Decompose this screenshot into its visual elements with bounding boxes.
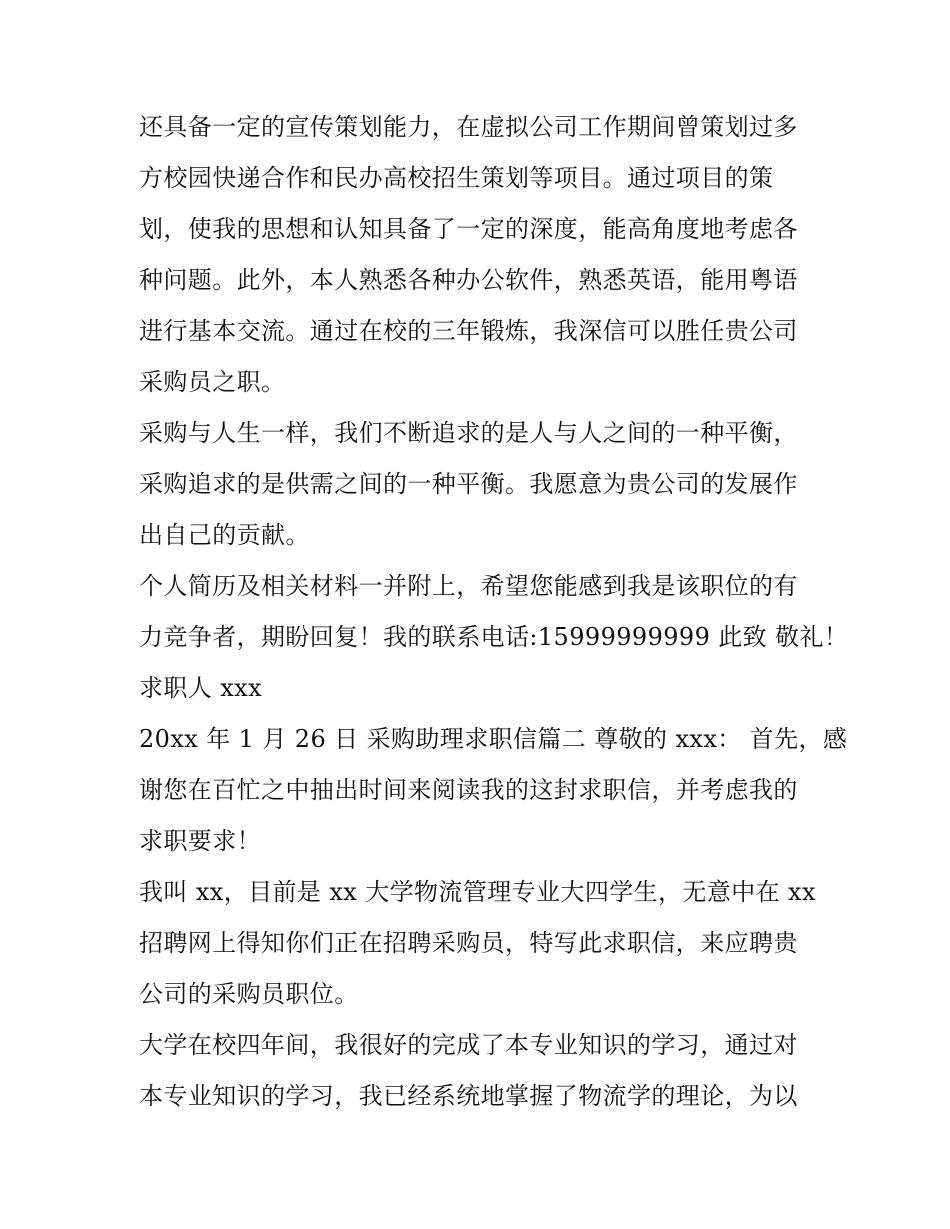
text-line: 公司的采购员职位。 <box>139 980 359 1008</box>
text-line: 求职要求！ <box>139 827 261 855</box>
text-line: 种问题。此外，本人熟悉各种办公软件，熟悉英语，能用粤语 <box>139 266 798 294</box>
text-line: 个人简历及相关材料一并附上，希望您能感到我是该职位的有 <box>139 572 798 600</box>
text-line: 还具备一定的宣传策划能力，在虚拟公司工作期间曾策划过多 <box>139 113 798 141</box>
paragraph-letter-two-opening <box>139 714 848 867</box>
text-line: 出自己的贡献。 <box>139 521 310 549</box>
text-line: 采购追求的是供需之间的一种平衡。我愿意为贵公司的发展作 <box>139 470 798 498</box>
text-line: 采购与人生一样，我们不断追求的是人与人之间的一种平衡， <box>139 419 798 447</box>
paragraph-studies <box>139 1020 819 1122</box>
paragraph-signature <box>139 663 819 714</box>
text-line: 进行基本交流。通过在校的三年锻炼，我深信可以胜任贵公司 <box>139 317 798 345</box>
text-line: 求职人 xxx <box>139 674 263 702</box>
text-line: 招聘网上得知你们正在招聘采购员，特写此求职信，来应聘贵 <box>139 929 798 957</box>
text-line: 划，使我的思想和认知具备了一定的深度，能高角度地考虑各 <box>139 215 798 243</box>
text-line: 采购员之职。 <box>139 368 286 396</box>
paragraph-skills <box>139 102 819 408</box>
text-line: 方校园快递合作和民办高校招生策划等项目。通过项目的策 <box>139 164 774 192</box>
text-line: 20xx 年 1 月 26 日 采购助理求职信篇二 尊敬的 xxx： 首先，感 <box>139 725 848 753</box>
text-line: 谢您在百忙之中抽出时间来阅读我的这封求职信，并考虑我的 <box>139 776 798 804</box>
paragraph-attachments <box>139 561 849 663</box>
text-line: 我叫 xx，目前是 xx 大学物流管理专业大四学生，无意中在 xx <box>139 878 816 906</box>
text-line: 大学在校四年间，我很好的完成了本专业知识的学习，通过对 <box>139 1031 798 1059</box>
document-body <box>139 102 849 1122</box>
paragraph-introduction <box>139 867 819 1020</box>
text-line: 力竞争者，期盼回复！我的联系电话:15999999999 此致 敬礼！ <box>139 623 849 651</box>
paragraph-balance <box>139 408 819 561</box>
text-line: 本专业知识的学习，我已经系统地掌握了物流学的理论，为以 <box>139 1082 798 1110</box>
